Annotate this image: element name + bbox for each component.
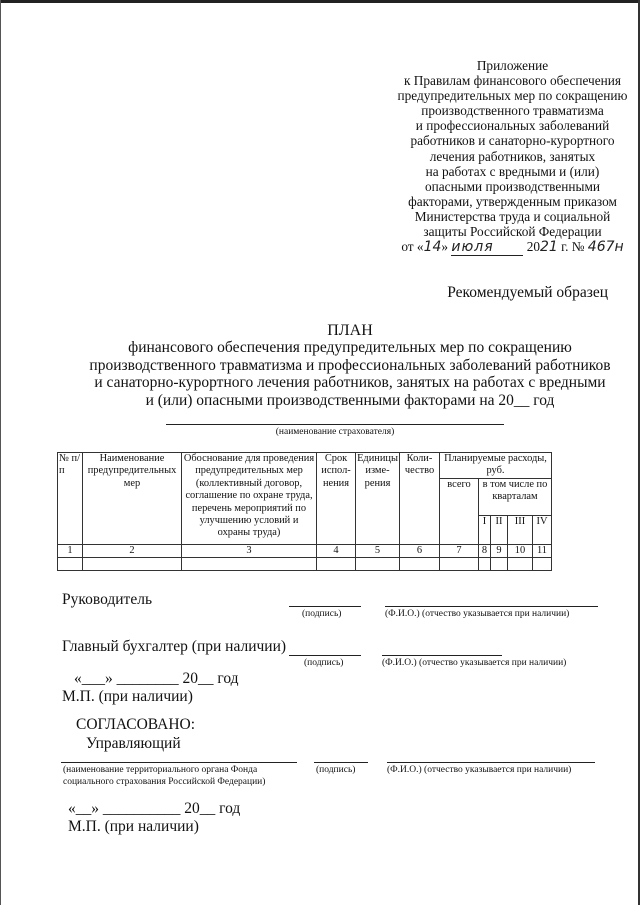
sample-label: Рекомендуемый образец (447, 284, 608, 301)
header-planned: Планируемые расходы, руб. (440, 453, 552, 479)
order-year-handwritten: 21 (540, 239, 558, 256)
fund-caption-line: социального страхования Российской Федерации) (63, 777, 266, 787)
column-number: 8 (479, 544, 491, 557)
header-term: Срок испол-нения (317, 453, 356, 545)
appendix-line: предупредительных мер по сокращению (397, 88, 628, 104)
appendix-line: к Правилам финансового обеспечения (404, 73, 621, 89)
header-q2: II (491, 515, 508, 544)
header-name: Наименование предупредительных мер (83, 453, 182, 545)
appendix-line: лечения работников, занятых (429, 148, 596, 164)
table-cell[interactable] (491, 558, 508, 571)
manager-signature-field[interactable] (314, 762, 368, 763)
manager-signature-caption: (подпись) (316, 765, 356, 775)
accountant-signature-field[interactable] (289, 655, 361, 656)
column-number: 5 (356, 544, 400, 557)
agreed-label: СОГЛАСОВАНО: (76, 716, 196, 733)
scan-edge-left (0, 0, 1, 905)
table-cell[interactable] (83, 558, 182, 571)
table-cell[interactable] (58, 558, 83, 571)
appendix-line: на работах с вредными и (или) (425, 163, 600, 179)
accountant-name-field[interactable] (382, 655, 502, 656)
manager-title: Управляющий (86, 735, 181, 752)
appendix-line: работников и санаторно-курортного (410, 133, 615, 149)
head-name-field[interactable] (385, 606, 598, 607)
date-field-1[interactable]: «___» ________ 20__ год (74, 670, 239, 687)
header-units: Единицы изме-рения (356, 453, 400, 545)
table-cell[interactable] (317, 558, 356, 571)
table-cell[interactable] (533, 558, 552, 571)
column-number: 3 (182, 544, 317, 557)
manager-name-caption: (Ф.И.О.) (отчество указывается при наличии) (387, 765, 572, 775)
fund-caption (63, 764, 265, 788)
accountant-title: Главный бухгалтер (при наличии) (62, 638, 287, 655)
appendix-line: и профессиональных заболеваний (415, 118, 610, 134)
column-number: 6 (400, 544, 440, 557)
table-cell[interactable] (356, 558, 400, 571)
order-number-handwritten: 467н (587, 239, 624, 256)
appendix-block (380, 58, 640, 256)
appendix-line: Приложение (476, 58, 549, 73)
fund-caption-line: (наименование территориального органа Фонда (63, 765, 258, 775)
appendix-line: производственного травматизма (421, 103, 604, 119)
appendix-line: факторами, утвержденным приказом (408, 193, 617, 209)
fund-name-field[interactable] (61, 762, 297, 763)
title-line: производственного травматизма и профессиональных заболеваний работников (89, 356, 611, 374)
column-number: 7 (440, 544, 479, 557)
header-q4: IV (533, 515, 552, 544)
appendix-line: защиты Российской Федерации (423, 224, 602, 240)
insurer-name-field[interactable] (166, 424, 504, 425)
header-qty: Коли-чество (400, 453, 440, 545)
order-prefix: от « (401, 239, 424, 255)
title-line: финансового обеспечения предупредительных мер по сокращению (128, 339, 572, 357)
table-row (58, 558, 552, 571)
order-month-handwritten: июля (451, 240, 523, 256)
column-number: 11 (533, 544, 552, 557)
header-q1: I (479, 515, 491, 544)
column-number: 1 (58, 544, 83, 557)
column-number: 9 (491, 544, 508, 557)
accountant-signature-caption: (подпись) (304, 658, 344, 668)
head-name-caption: (Ф.И.О.) (отчество указывается при наличии) (385, 609, 570, 619)
order-year-prefix: 20 (526, 239, 541, 255)
order-day-handwritten: 14 (423, 239, 442, 256)
order-date-line (380, 239, 640, 256)
plan-table (57, 452, 552, 571)
appendix-line: Министерства труда и социальной (414, 208, 611, 224)
header-total: всего (440, 478, 479, 544)
header-quarters: в том числе по кварталам (479, 478, 552, 515)
column-number-row (58, 544, 552, 557)
column-number: 4 (317, 544, 356, 557)
head-signature-field[interactable] (289, 606, 361, 607)
title-line: и (или) опасными производственными факторами на 20__ год (145, 391, 555, 409)
head-title: Руководитель (62, 591, 153, 608)
stamp-label-1: М.П. (при наличии) (62, 688, 193, 705)
header-q3: III (508, 515, 533, 544)
header-num: № п/п (58, 453, 83, 545)
column-number: 2 (83, 544, 182, 557)
manager-name-field[interactable] (387, 762, 595, 763)
document-title (60, 322, 640, 409)
stamp-label-2: М.П. (при наличии) (68, 818, 199, 835)
table-cell[interactable] (182, 558, 317, 571)
table-cell[interactable] (440, 558, 479, 571)
accountant-name-caption: (Ф.И.О.) (отчество указывается при наличии) (382, 658, 567, 668)
date-field-2[interactable]: «__» __________ 20__ год (68, 800, 241, 817)
order-day-close: » (441, 239, 449, 255)
head-signature-caption: (подпись) (302, 609, 342, 619)
header-basis: Обоснование для проведения предупредительных мер (коллективный договор, соглашение по охране труда, перечень мероприятий по улучшению условий и охраны труда) (182, 453, 317, 545)
insurer-caption: (наименование страхователя) (275, 427, 395, 437)
table-cell[interactable] (508, 558, 533, 571)
order-number-label: г. № (557, 239, 585, 255)
title-line: и санаторно-курортного лечения работников, занятых на работах с вредными (94, 374, 606, 392)
table-cell[interactable] (400, 558, 440, 571)
column-number: 10 (508, 544, 533, 557)
appendix-line: опасными производственными (425, 178, 600, 194)
title-heading: ПЛАН (327, 322, 373, 339)
table-cell[interactable] (479, 558, 491, 571)
scan-edge-top (0, 0, 640, 3)
